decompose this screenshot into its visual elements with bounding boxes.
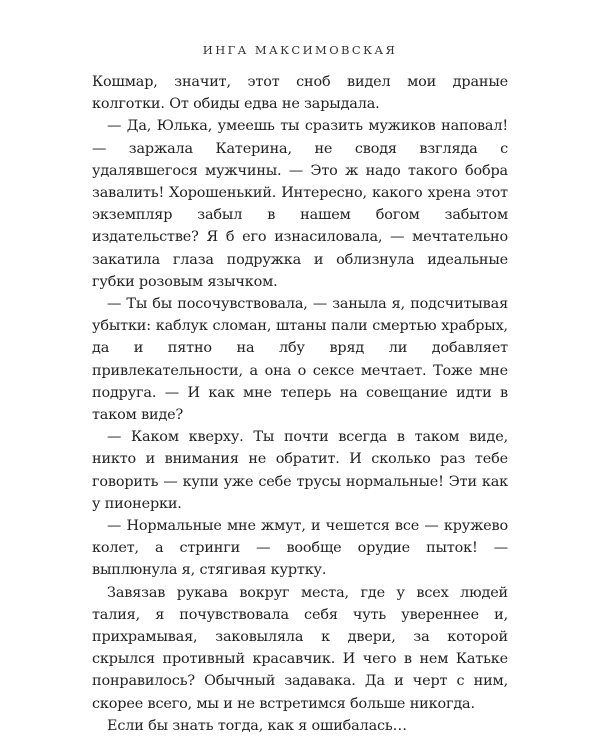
paragraph-1: Кошмар, значит, этот сноб видел мои драные колготки. От обиды едва не зарыдала. — [92, 74, 508, 113]
paragraph-5: — Нормальные мне жмут, и чешется все — кружево колет, а стринги — вообще орудие пыток! — выплюнула я, стягивая куртку. — [92, 518, 508, 579]
paragraph-6: Завязав рукава вокруг места, где у всех людей талия, я почувствовала себя чуть увереннее и, прихрамывая, заковыляла к двери, за которой скрылся противный красавчик. И чего в нем Катьке понравилось? Обычный задавака. Да и черт с ним, скорее всего, мы и не встретимся больше никогда. — [92, 584, 508, 712]
paragraph-2: — Да, Юлька, умеешь ты сразить мужиков наповал! — заржала Катерина, не сводя взгляда с удалявшегося мужчины. — Это ж надо такого бобра завалить! Хорошенький. Интересно, какого хрена этот экземпляр забыл в нашем богом забытом издательстве? Я б его изнасиловала, — мечтательно закатила глаза подружка и облизнула идеальные губки розовым язычком. — [92, 118, 508, 290]
running-head-author: ИНГА МАКСИМОВСКАЯ — [202, 43, 398, 57]
body-text — [92, 71, 508, 737]
paragraph-3: — Ты бы посочувствовала, — заныла я, подсчитывая убытки: каблук сломан, штаны пали смертью храбрых, да и пятно на лбу вряд ли добавляет привлекательности, а она о сексе мечтает. Тоже мне подруга. — И как мне теперь на совещание идти в таком виде? — [92, 296, 508, 424]
paragraph-4: — Каком кверху. Ты почти всегда в таком виде, никто и внимания не обратит. И сколько раз тебе говорить — купи уже себе трусы нормальные! Эти как у пионерки. — [92, 429, 508, 512]
paragraph-7: Если бы знать тогда, как я ошибалась… — [107, 717, 407, 734]
